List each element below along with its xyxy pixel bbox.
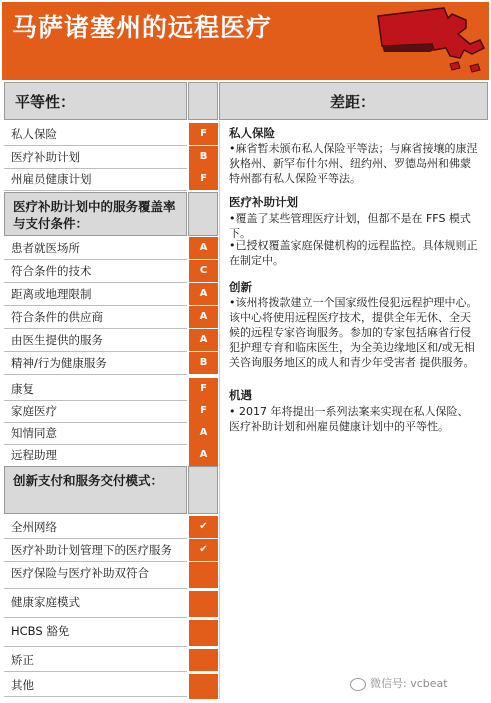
- gap-section-title: 创新: [229, 280, 252, 294]
- grade-row: [4, 444, 218, 468]
- grade-badge: F: [189, 378, 218, 400]
- gap-section-title: 医疗补助计划: [229, 195, 298, 209]
- grade-row: [4, 400, 218, 424]
- row-label: 由医生提供的服务: [4, 329, 187, 352]
- row-label: 其他: [4, 674, 187, 697]
- row-label: 家庭医疗: [4, 400, 187, 423]
- row-label: 远程助理: [4, 444, 187, 467]
- grade-badge: [189, 674, 218, 699]
- grade-badge: [189, 591, 218, 617]
- grade-row: [4, 649, 218, 673]
- grade-row: [4, 352, 218, 376]
- section-header-gap: [188, 466, 218, 514]
- row-label: 精神/行为健康服务: [4, 352, 187, 375]
- check-badge: ✔: [189, 516, 218, 538]
- grade-badge: [189, 620, 218, 646]
- grade-row: [4, 237, 218, 261]
- row-label: 康复: [4, 378, 187, 401]
- gap-section-title: 私人保险: [229, 126, 275, 140]
- section-header: [4, 192, 187, 236]
- grade-row: [4, 283, 218, 307]
- grade-badge: F: [189, 400, 218, 422]
- grade-row: [4, 146, 218, 170]
- gap-section-title: 机遇: [229, 388, 252, 402]
- gap-bullet: •该州将拨款建立一个国家级性侵犯远程护理中心。该中心将使用远程医疗技术，提供全年无休、全天候的远程专家咨询服务。参加的专家包括麻省行侵犯护理专育和临床医生，为全美边缘地区和/或无相关咨询服务地区的成人和青少年受害者 提供服务。: [229, 296, 478, 369]
- row-label: 医疗保险与医疗补助双符合: [4, 562, 187, 589]
- grade-badge: B: [189, 352, 218, 374]
- grade-row: [4, 260, 218, 284]
- grade-row: [4, 422, 218, 446]
- wechat-watermark: [350, 675, 448, 691]
- equality-header-label: 平等性：: [15, 93, 76, 111]
- row-label: 距离或地理限制: [4, 283, 187, 306]
- row-label: 患者就医场所: [4, 237, 187, 260]
- grade-row: [4, 674, 218, 699]
- row-label: 健康家庭模式: [4, 591, 187, 618]
- grade-row: [4, 516, 218, 540]
- grade-column-header: [188, 82, 218, 120]
- gap-bullet: •已授权覆盖家庭保健机构的远程监控。具体规则正在制定中。: [229, 239, 478, 267]
- section-header-gap: [188, 192, 218, 236]
- grade-badge: A: [189, 422, 218, 444]
- row-label: 州雇员健康计划: [4, 168, 187, 191]
- grade-badge: F: [189, 168, 218, 190]
- grade-row: [4, 620, 218, 648]
- row-label: 医疗补助计划管理下的医疗服务: [4, 539, 187, 562]
- watermark-text: 微信号: vcbeat: [370, 677, 448, 690]
- grade-badge: A: [189, 283, 218, 305]
- equality-column-header: [4, 82, 187, 120]
- row-label: HCBS 豁免: [4, 620, 187, 647]
- grade-badge: [189, 562, 218, 588]
- gaps-header-label: 差距：: [330, 93, 376, 111]
- grade-row: [4, 168, 218, 192]
- page-title: 马萨诸塞州的远程医疗: [12, 13, 273, 42]
- gap-bullet: •麻省暂未颁布私人保险平等法；与麻省接壤的康涅狄格州、新罕布什尔州、纽约州、罗德岛州和佛蒙特州都有私人保险平等法。: [229, 142, 478, 185]
- grade-row: [4, 306, 218, 330]
- row-label: 矫正: [4, 649, 187, 672]
- row-label: 全州网络: [4, 516, 187, 539]
- grade-row: [4, 378, 218, 402]
- gaps-column-header: [219, 82, 488, 120]
- grade-row: [4, 329, 218, 353]
- header-banner: [2, 2, 489, 80]
- row-label: 私人保险: [4, 123, 187, 146]
- row-label: 知情同意: [4, 422, 187, 445]
- gap-bullet: • 2017 年将提出一系列法案来实现在私人保险、 医疗补助计划和州雇员健康计划中的平等性。: [229, 405, 469, 433]
- grade-row: [4, 539, 218, 563]
- grade-row: [4, 591, 218, 619]
- massachusetts-map-icon: [374, 4, 488, 80]
- section-header: [4, 466, 187, 514]
- grade-badge: [189, 649, 218, 671]
- section-title: 医疗补助计划中的服务覆盖率与支付条件：: [13, 199, 176, 231]
- grade-badge: F: [189, 123, 218, 145]
- grade-badge: A: [189, 237, 218, 259]
- section-title: 创新支付和服务交付模式：: [13, 473, 164, 488]
- wechat-icon: [350, 678, 366, 691]
- grade-badge: A: [189, 329, 218, 351]
- gap-bullet: •覆盖了某些管理医疗计划，但都不是在 FFS 模式下。: [229, 212, 471, 240]
- row-label: 医疗补助计划: [4, 146, 187, 169]
- grade-badge: C: [189, 260, 218, 282]
- grade-badge: A: [189, 444, 218, 466]
- grade-row: [4, 123, 218, 147]
- grade-row: [4, 562, 218, 590]
- row-label: 符合条件的技术: [4, 260, 187, 283]
- check-badge: ✔: [189, 539, 218, 561]
- grade-badge: B: [189, 146, 218, 168]
- gaps-panel: [219, 121, 489, 699]
- grade-badge: A: [189, 306, 218, 328]
- row-label: 符合条件的供应商: [4, 306, 187, 329]
